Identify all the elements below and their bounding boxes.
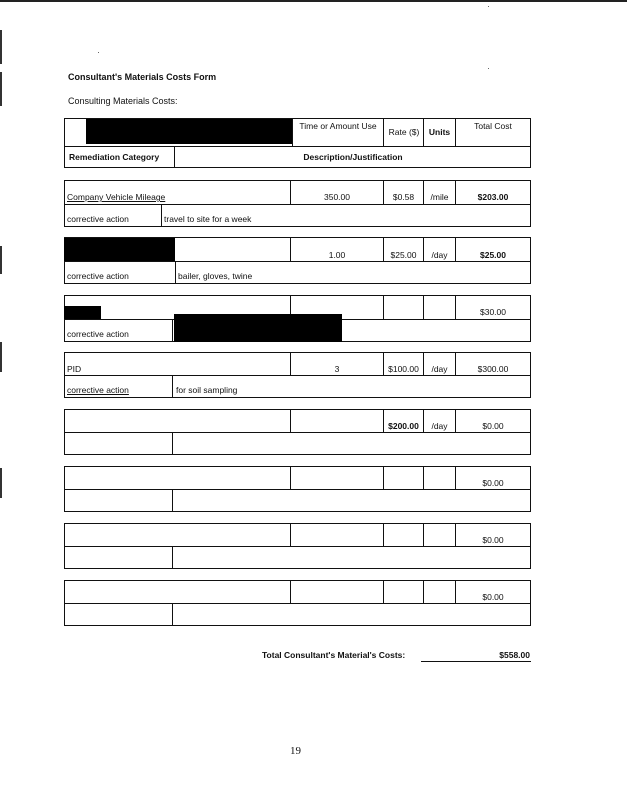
scan-margin-mark <box>0 246 2 274</box>
header-remediation-category: Remediation Category <box>69 152 160 162</box>
header-time-or-amount: Time or Amount Use <box>299 121 377 131</box>
rate: $0.58 <box>392 192 415 202</box>
time-amount: 1.00 <box>328 250 346 260</box>
scan-margin-mark <box>0 72 2 106</box>
remediation-category: corrective action <box>67 329 129 339</box>
time-amount: 3 <box>334 364 340 374</box>
header-total-cost: Total Cost <box>474 121 512 131</box>
units: /day <box>431 421 448 431</box>
description: bailer, gloves, twine <box>178 271 253 281</box>
total-cost: $300.00 <box>477 364 509 374</box>
total-cost: $30.00 <box>480 307 506 317</box>
scan-speck <box>488 68 489 69</box>
form-subtitle: Consulting Materials Costs: <box>68 96 178 106</box>
scan-margin-mark <box>0 30 2 64</box>
total-cost: $25.00 <box>480 250 506 260</box>
header-description: Description/Justification <box>303 152 403 162</box>
redaction-block <box>174 314 342 342</box>
units: /mile <box>430 192 449 202</box>
description: travel to site for a week <box>164 214 252 224</box>
total-cost: $0.00 <box>482 535 504 545</box>
total-underline <box>421 661 531 662</box>
top-border-line <box>0 0 627 2</box>
total-cost: $0.00 <box>482 592 504 602</box>
scan-speck <box>488 6 489 7</box>
item-name: Company Vehicle Mileage <box>67 192 166 202</box>
units: /day <box>431 250 448 260</box>
header-units: Units <box>428 127 451 137</box>
total-cost: $0.00 <box>482 478 504 488</box>
time-amount: 350.00 <box>324 192 350 202</box>
scan-speck <box>98 52 99 53</box>
total-cost: $203.00 <box>477 192 509 202</box>
page-number: 19 <box>290 745 301 757</box>
rate: $200.00 <box>388 421 419 431</box>
rate: $25.00 <box>390 250 417 260</box>
redaction-block <box>64 306 101 319</box>
header-rate: Rate ($) <box>388 127 420 137</box>
total-costs-value: $558.00 <box>499 650 530 660</box>
scan-margin-mark <box>0 468 2 498</box>
units: /day <box>431 364 448 374</box>
redaction-block <box>64 238 175 261</box>
form-title: Consultant's Materials Costs Form <box>68 72 217 82</box>
description: for soil sampling <box>176 385 238 395</box>
total-costs-label: Total Consultant's Material's Costs: <box>262 650 406 660</box>
item-name: PID <box>67 364 82 374</box>
remediation-category: corrective action <box>67 385 129 395</box>
redaction-block <box>86 119 292 144</box>
rate: $100.00 <box>388 364 419 374</box>
remediation-category: corrective action <box>67 271 129 281</box>
scan-margin-mark <box>0 342 2 372</box>
remediation-category: corrective action <box>67 214 129 224</box>
total-cost: $0.00 <box>482 421 504 431</box>
